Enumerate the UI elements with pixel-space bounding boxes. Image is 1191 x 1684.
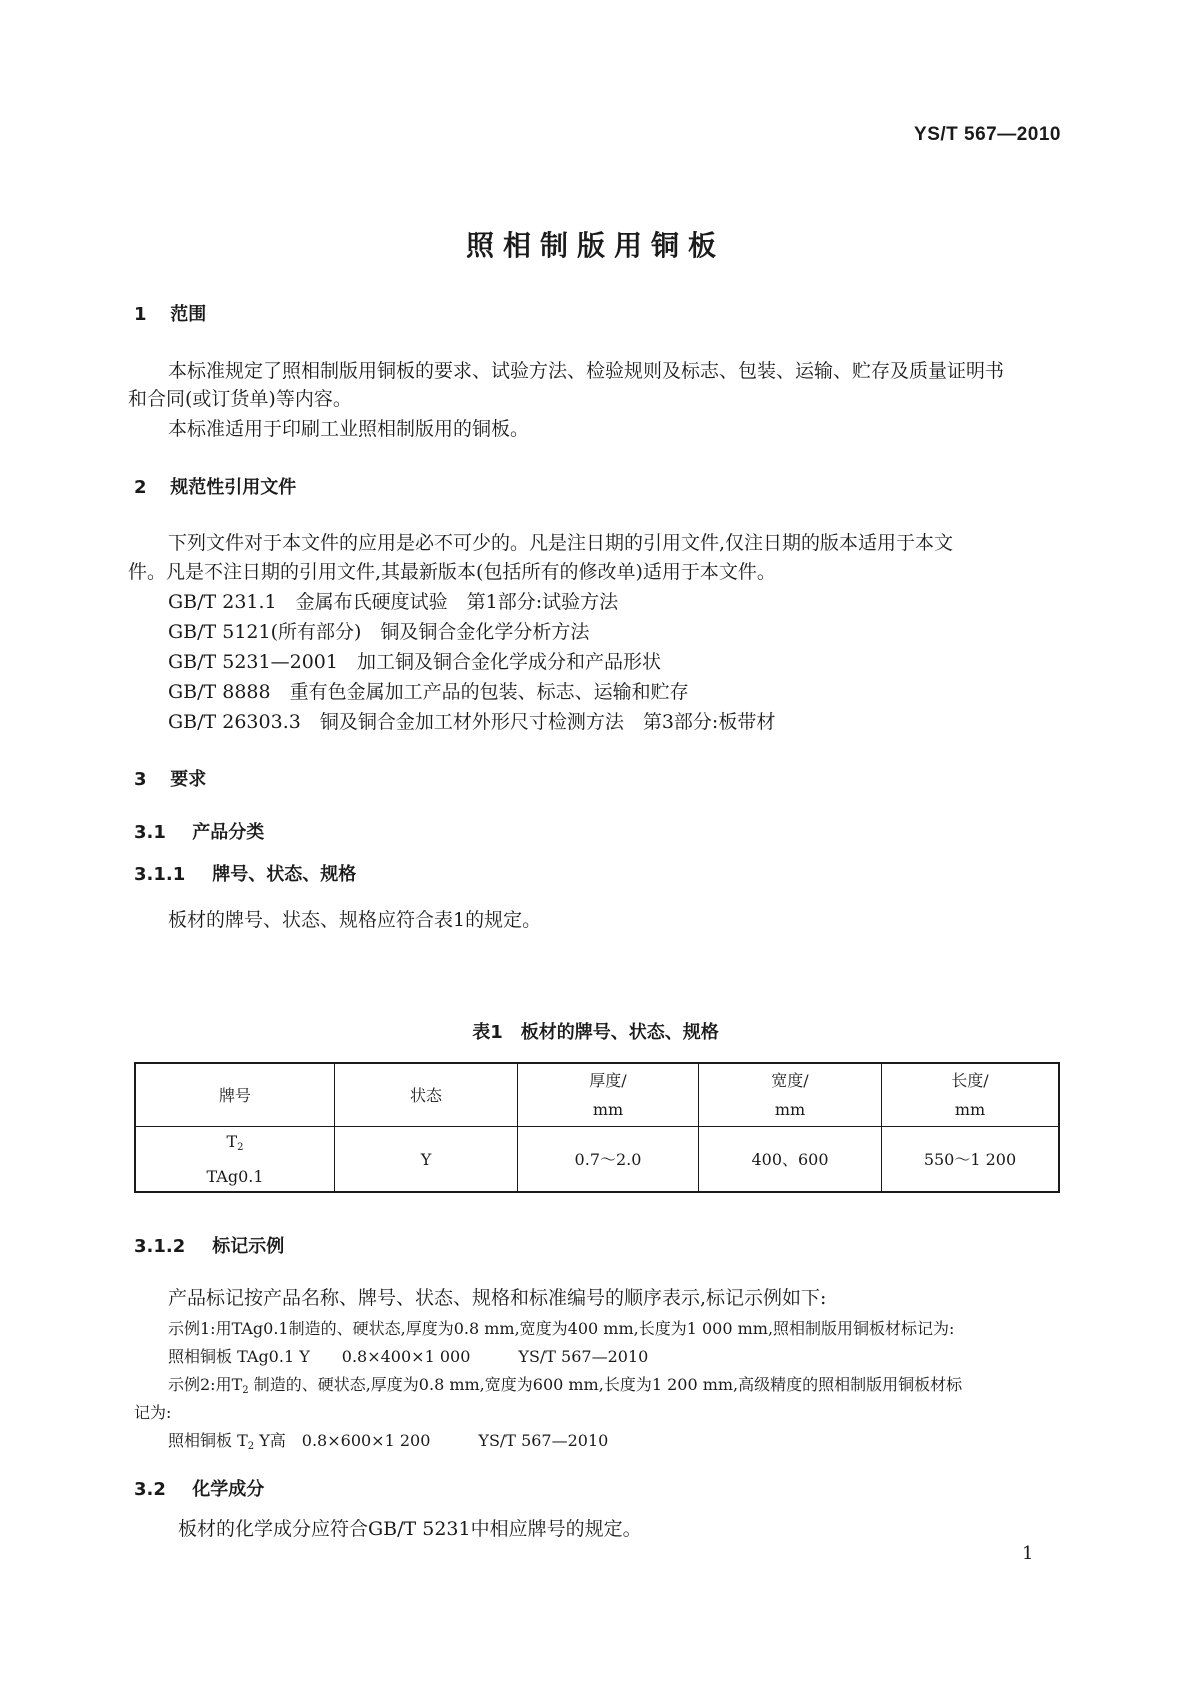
section-3-heading <box>134 765 206 791</box>
section-title: 范围 <box>170 304 207 325</box>
section-title: 牌号、状态、规格 <box>212 864 357 885</box>
example-mark: 照相铜板 $T_2$ Y高 0.8×600×1 200 YS/T 567—2010 <box>168 1431 609 1452</box>
document-title: 照相制版用铜板 <box>465 229 725 262</box>
table-cell-thickness: 0.7～2.0 <box>518 1127 699 1193</box>
section-title: 化学成分 <box>192 1479 265 1500</box>
table-caption: 表1 板材的牌号、状态、规格 <box>472 1022 719 1043</box>
example-mark: 照相铜板 TAg0.1 Y 0.8×400×1 000 YS/T 567—2010 <box>168 1347 649 1366</box>
section-number: 2 <box>134 477 147 498</box>
reference-item: GB/T 5121(所有部分) 铜及铜合金化学分析方法 <box>168 621 590 643</box>
reference-item: GB/T 8888 重有色金属加工产品的包装、标志、运输和贮存 <box>168 681 689 703</box>
paragraph: 和合同(或订货单)等内容。 <box>128 388 352 410</box>
table-header-cell: 长度/ mm <box>882 1063 1060 1127</box>
example-text: 示例2:用$T_2$ 制造的、硬状态,厚度为0.8 mm,宽度为600 mm,长度为1 200 mm,高级精度的照相制版用铜板材标 <box>168 1375 963 1396</box>
example-text: 记为: <box>134 1403 172 1422</box>
paragraph: 本标准适用于印刷工业照相制版用的铜板。 <box>168 418 530 440</box>
table-header-row <box>135 1063 1059 1127</box>
table-header-cell: 牌号 <box>135 1063 335 1127</box>
reference-item: GB/T 26303.3 铜及铜合金加工材外形尺寸检测方法 第3部分:板带材 <box>168 711 776 733</box>
table-row <box>135 1127 1059 1193</box>
standard-code: YS/T 567—2010 <box>914 124 1061 145</box>
table-header-cell: 厚度/ mm <box>518 1063 699 1127</box>
table-cell-temper: Y <box>335 1127 518 1193</box>
section-number: 1 <box>134 304 147 325</box>
spec-table <box>134 1062 1060 1193</box>
section-number: 3.1 <box>134 822 166 843</box>
section-3-1-heading <box>134 818 264 844</box>
section-3-1-1-heading <box>134 860 356 886</box>
page-number: 1 <box>1022 1543 1034 1564</box>
section-number: 3.1.2 <box>134 1236 186 1257</box>
table-cell-length: 550～1 200 <box>882 1127 1060 1193</box>
section-number: 3.1.1 <box>134 864 186 885</box>
paragraph: 件。凡是不注日期的引用文件,其最新版本(包括所有的修改单)适用于本文件。 <box>128 561 776 583</box>
table-cell-grade: $T_2$ TAg0.1 <box>135 1127 335 1193</box>
section-title: 规范性引用文件 <box>170 477 297 498</box>
section-title: 标记示例 <box>212 1236 285 1257</box>
reference-item: GB/T 5231—2001 加工铜及铜合金化学成分和产品形状 <box>168 651 661 673</box>
paragraph: 产品标记按产品名称、牌号、状态、规格和标准编号的顺序表示,标记示例如下: <box>168 1287 827 1309</box>
example-text: 示例1:用TAg0.1制造的、硬状态,厚度为0.8 mm,宽度为400 mm,长度为1 000 mm,照相制版用铜板材标记为: <box>168 1319 955 1338</box>
section-number: 3 <box>134 769 147 790</box>
table-header-cell: 状态 <box>335 1063 518 1127</box>
table-cell-width: 400、600 <box>699 1127 882 1193</box>
section-3-1-2-heading <box>134 1232 284 1258</box>
table-header-cell: 宽度/ mm <box>699 1063 882 1127</box>
section-1-heading <box>134 300 206 326</box>
paragraph: 板材的化学成分应符合GB/T 5231中相应牌号的规定。 <box>178 1518 642 1540</box>
section-title: 产品分类 <box>192 822 265 843</box>
section-number: 3.2 <box>134 1479 166 1500</box>
paragraph: 本标准规定了照相制版用铜板的要求、试验方法、检验规则及标志、包装、运输、贮存及质量证明书 <box>168 360 1005 382</box>
section-title: 要求 <box>170 769 207 790</box>
section-3-2-heading <box>134 1475 264 1501</box>
reference-item: GB/T 231.1 金属布氏硬度试验 第1部分:试验方法 <box>168 591 619 613</box>
paragraph: 板材的牌号、状态、规格应符合表1的规定。 <box>168 909 542 931</box>
paragraph: 下列文件对于本文件的应用是必不可少的。凡是注日期的引用文件,仅注日期的版本适用于本文 <box>168 532 954 554</box>
section-2-heading <box>134 473 296 499</box>
